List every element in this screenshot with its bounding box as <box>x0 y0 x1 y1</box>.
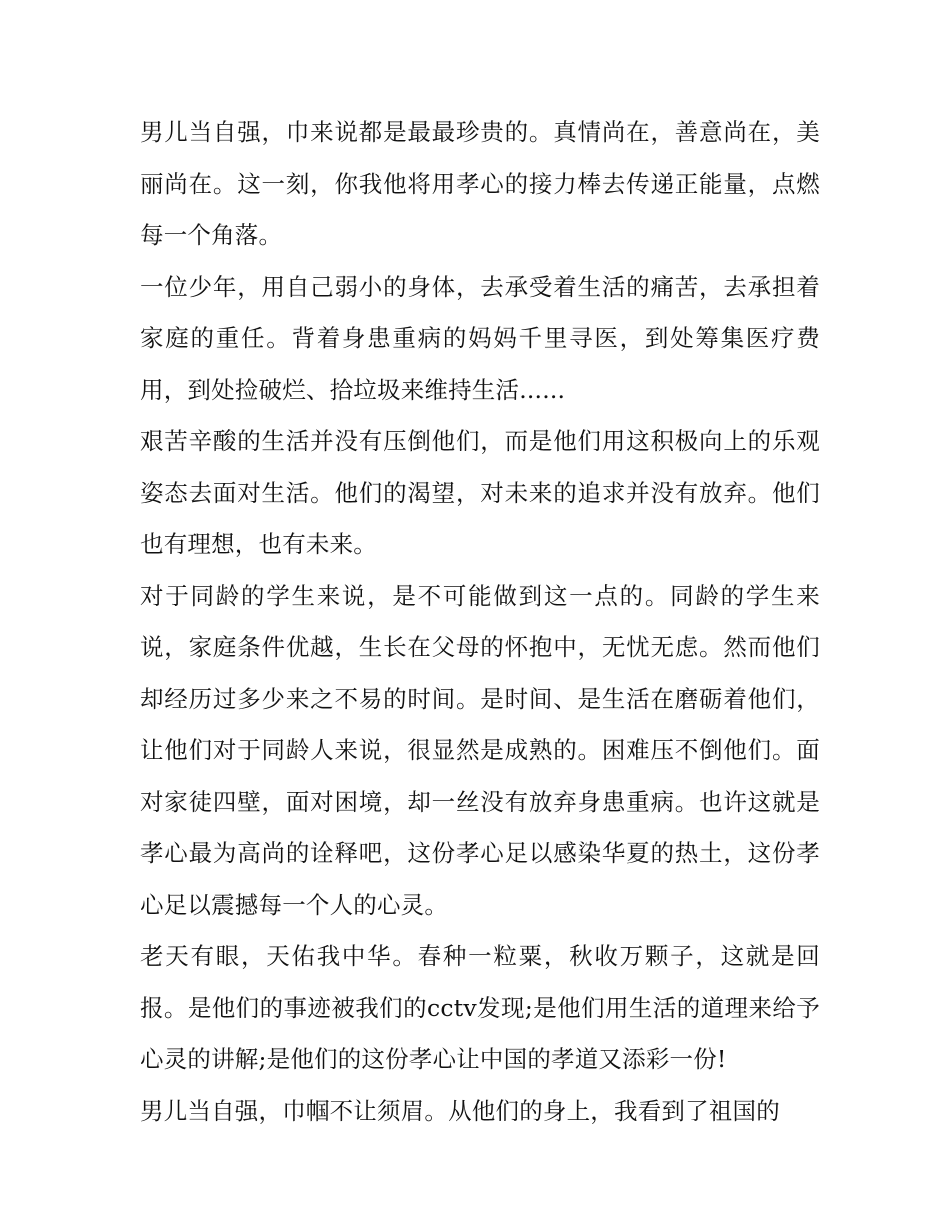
paragraph: 男儿当自强，巾帼不让须眉。从他们的身上，我看到了祖国的 <box>140 1096 780 1125</box>
document-body <box>140 107 820 1137</box>
paragraph: 老天有眼，天佑我中华。春种一粒粟，秋收万颗子，这就是回报。是他们的事迹被我们的cctv发现;是他们用生活的道理来给予心灵的讲解;是他们的这份孝心让中国的孝道又添彩一份! <box>140 942 820 1073</box>
paragraph: 一位少年，用自己弱小的身体，去承受着生活的痛苦，去承担着家庭的重任。背着身患重病的妈妈千里寻医，到处筹集医疗费用，到处捡破烂、拾垃圾来维持生活...... <box>140 272 820 404</box>
paragraph: 男儿当自强，巾来说都是最最珍贵的。真情尚在，善意尚在，美丽尚在。这一刻，你我他将用孝心的接力棒去传递正能量，点燃每一个角落。 <box>140 118 820 249</box>
paragraph: 对于同龄的学生来说，是不可能做到这一点的。同龄的学生来说，家庭条件优越，生长在父母的怀抱中，无忧无虑。然而他们却经历过多少来之不易的时间。是时间、是生活在磨砺着他们，让他们对于同龄人来说，很显然是成熟的。困难压不倒他们。面对家徒四壁，面对困境，却一丝没有放弃身患重病。也许这就是孝心最为高尚的诠释吧，这份孝心足以感染华夏的热土，这份孝心足以震撼每一个人的心灵。 <box>140 581 820 919</box>
paragraph: 艰苦辛酸的生活并没有压倒他们，而是他们用这积极向上的乐观姿态去面对生活。他们的渴望，对未来的追求并没有放弃。他们也有理想，也有未来。 <box>140 427 820 558</box>
